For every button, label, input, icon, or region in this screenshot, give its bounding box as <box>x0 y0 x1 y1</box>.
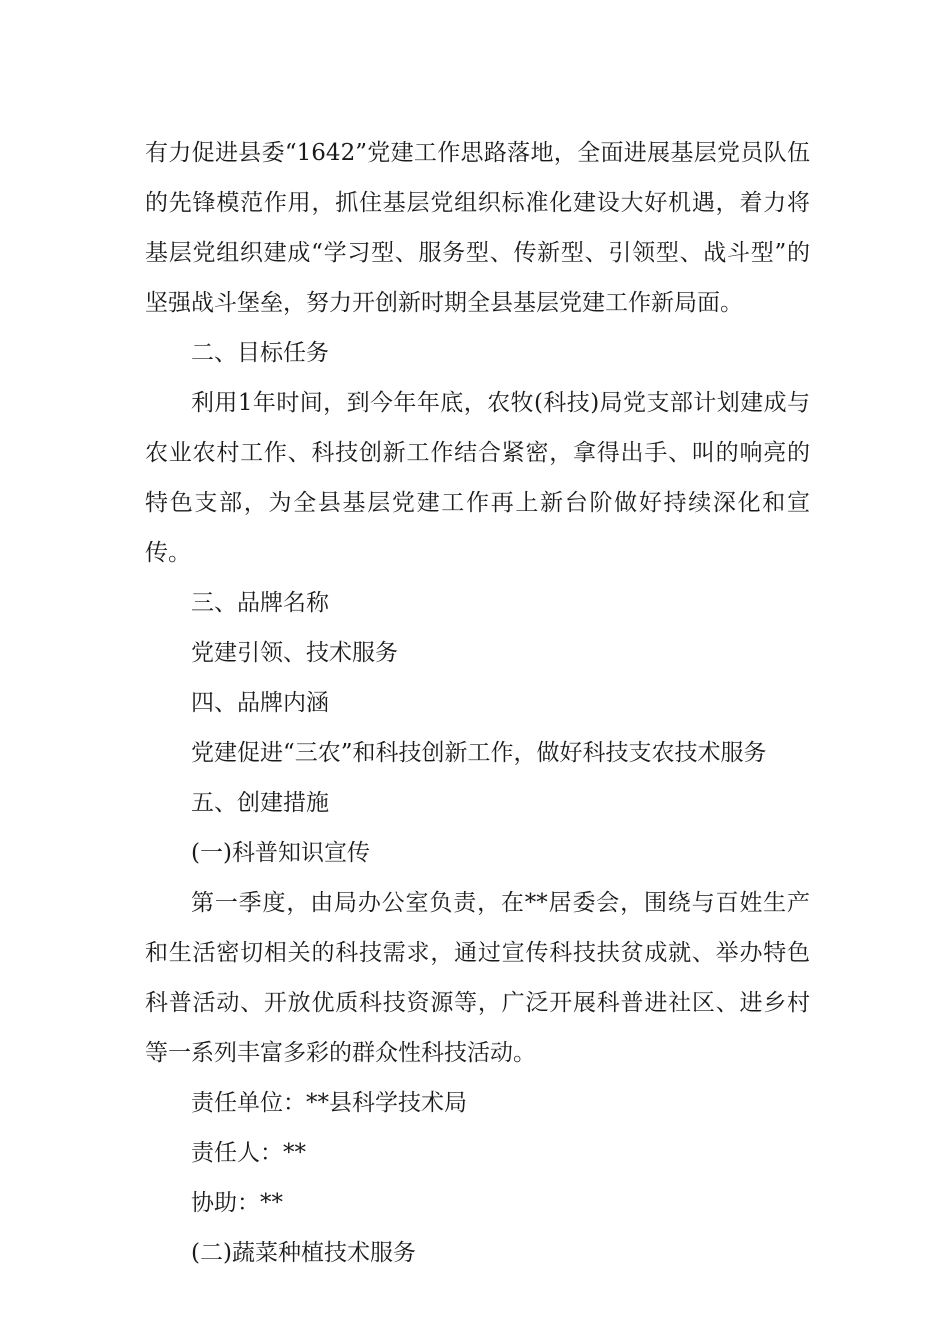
section-heading-brand-name: 三、品牌名称 <box>191 590 329 616</box>
assistance: 协助：** <box>191 1190 283 1216</box>
section-heading-brand-meaning: 四、品牌内涵 <box>191 690 329 716</box>
paragraph-goals: 利用1年时间，到今年年底，农牧(科技)局党支部计划建成与农业农村工作、科技创新工作结合紧密，拿得出手、叫的响亮的特色支部，为全县基层党建工作再上新台阶做好持续深化和宣传。 <box>145 390 810 566</box>
paragraph-intro-continuation: 有力促进县委“1642”党建工作思路落地，全面进展基层党员队伍的先锋模范作用，抓住基层党组织标准化建设大好机遇，着力将基层党组织建成“学习型、服务型、传新型、引领型、战斗型”的坚强战斗堡垒，努力开创新时期全县基层党建工作新局面。 <box>145 140 810 316</box>
responsible-unit: 责任单位：**县科学技术局 <box>191 1090 467 1116</box>
responsible-person: 责任人：** <box>191 1140 306 1166</box>
paragraph-brand-name: 党建引领、技术服务 <box>191 640 398 666</box>
subheading-science-promotion: (一)科普知识宣传 <box>191 840 370 866</box>
section-heading-goals: 二、目标任务 <box>191 340 329 366</box>
paragraph-science-promotion: 第一季度，由局办公室负责，在**居委会，围绕与百姓生产和生活密切相关的科技需求，通过宣传科技扶贫成就、举办特色科普活动、开放优质科技资源等，广泛开展科普进社区、进乡村等一系列丰富多彩的群众性科技活动。 <box>145 890 810 1066</box>
document-body <box>145 128 810 1278</box>
paragraph-brand-meaning: 党建促进“三农”和科技创新工作，做好科技支农技术服务 <box>191 740 767 766</box>
section-heading-measures: 五、创建措施 <box>191 790 329 816</box>
subheading-vegetable-service: (二)蔬菜种植技术服务 <box>191 1240 416 1266</box>
